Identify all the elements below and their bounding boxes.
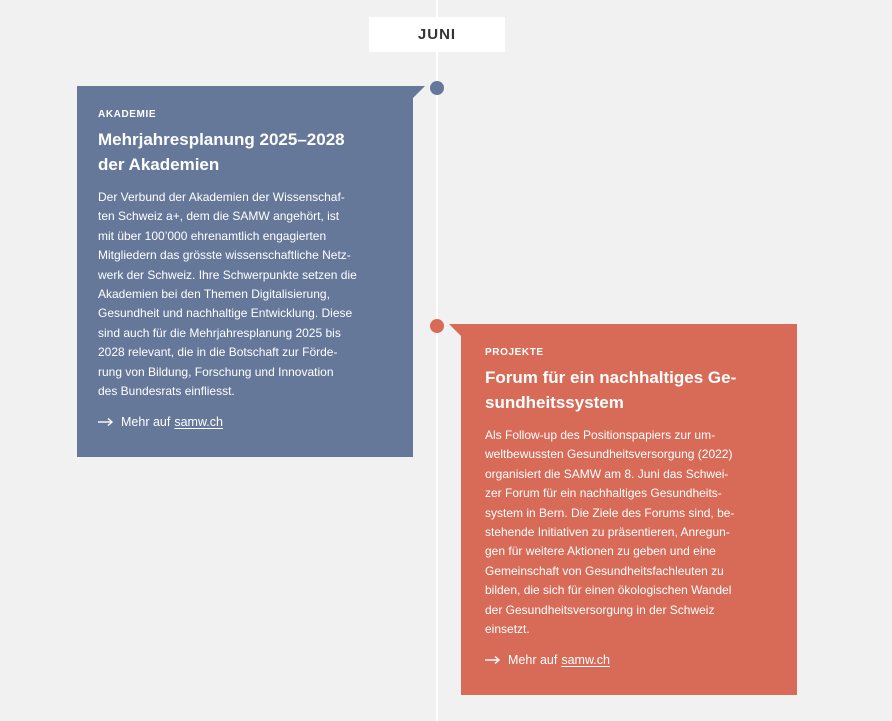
card-body-line: mit über 100’000 ehrenamtlich engagierten <box>98 228 327 243</box>
card-category: AKADEMIE <box>98 109 157 120</box>
more-link-prefix: Mehr auf <box>508 653 558 668</box>
timeline-card-projekte <box>461 324 797 695</box>
card-body-line: ten Schweiz a+, dem die SAMW angehört, ist <box>98 209 340 224</box>
more-link-row <box>98 414 392 430</box>
card-body-line: stehende Initiativen zu präsentieren, Anregun- <box>485 525 730 540</box>
timeline-dot-akademie <box>430 81 444 95</box>
card-body-line: Gesundheit und nachhaltige Entwicklung. Diese <box>98 306 353 321</box>
card-title-line: der Akademien <box>98 155 220 174</box>
card-title <box>98 127 392 177</box>
timeline-line <box>436 0 438 721</box>
card-title-line: sundheitssystem <box>485 393 624 412</box>
card-body-line: Akademien bei den Themen Digitalisierung, <box>98 287 330 302</box>
card-body-line: Mitgliedern das grösste wissenschaftliche Netz- <box>98 248 351 263</box>
arrow-right-icon <box>485 655 501 665</box>
card-body-line: organisiert die SAMW am 8. Juni das Schwei- <box>485 466 729 481</box>
timeline-dot-projekte <box>430 319 444 333</box>
card-pointer <box>413 86 425 98</box>
card-body <box>98 188 392 401</box>
samw-link[interactable]: samw.ch <box>561 653 610 668</box>
card-body-line: des Bundesrats einfliesst. <box>98 384 235 399</box>
more-link-row <box>485 652 773 668</box>
card-body-line: werk der Schweiz. Ihre Schwerpunkte setzen die <box>98 267 357 282</box>
card-body-line: sind auch für die Mehrjahresplanung 2025 bis <box>98 325 341 340</box>
card-body-line: weltbewussten Gesundheitsversorgung (2022) <box>485 447 733 462</box>
card-body-line: rung von Bildung, Forschung und Innovation <box>98 364 334 379</box>
card-pointer <box>449 324 461 336</box>
card-body-line: einsetzt. <box>485 622 530 637</box>
card-body-line: 2028 relevant, die in die Botschaft zur Förde- <box>98 345 338 360</box>
timeline-card-akademie <box>77 86 413 457</box>
card-body-line: Gemeinschaft von Gesundheitsfachleuten zu <box>485 563 724 578</box>
arrow-right-icon <box>98 417 114 427</box>
more-link-prefix: Mehr auf <box>121 415 171 430</box>
card-title <box>485 365 773 415</box>
card-title-line: Forum für ein nachhaltiges Ge- <box>485 368 737 387</box>
card-category: PROJEKTE <box>485 347 544 358</box>
card-body-line: Der Verbund der Akademien der Wissenschaf- <box>98 190 345 204</box>
card-body-line: der Gesundheitsversorgung in der Schweiz <box>485 602 715 617</box>
card-body-line: Als Follow-up des Positionspapiers zur um- <box>485 428 716 442</box>
card-body <box>485 426 773 639</box>
card-body-line: gen für weitere Aktionen zu geben und eine <box>485 544 716 559</box>
month-label: JUNI <box>369 17 505 52</box>
card-body-line: zer Forum für ein nachhaltiges Gesundheits- <box>485 486 722 501</box>
card-body-line: bilden, die sich für einen ökologischen Wandel <box>485 583 732 598</box>
card-body-line: system in Bern. Die Ziele des Forums sind, be- <box>485 505 735 520</box>
card-title-line: Mehrjahresplanung 2025–2028 <box>98 130 345 149</box>
samw-link[interactable]: samw.ch <box>174 415 223 430</box>
